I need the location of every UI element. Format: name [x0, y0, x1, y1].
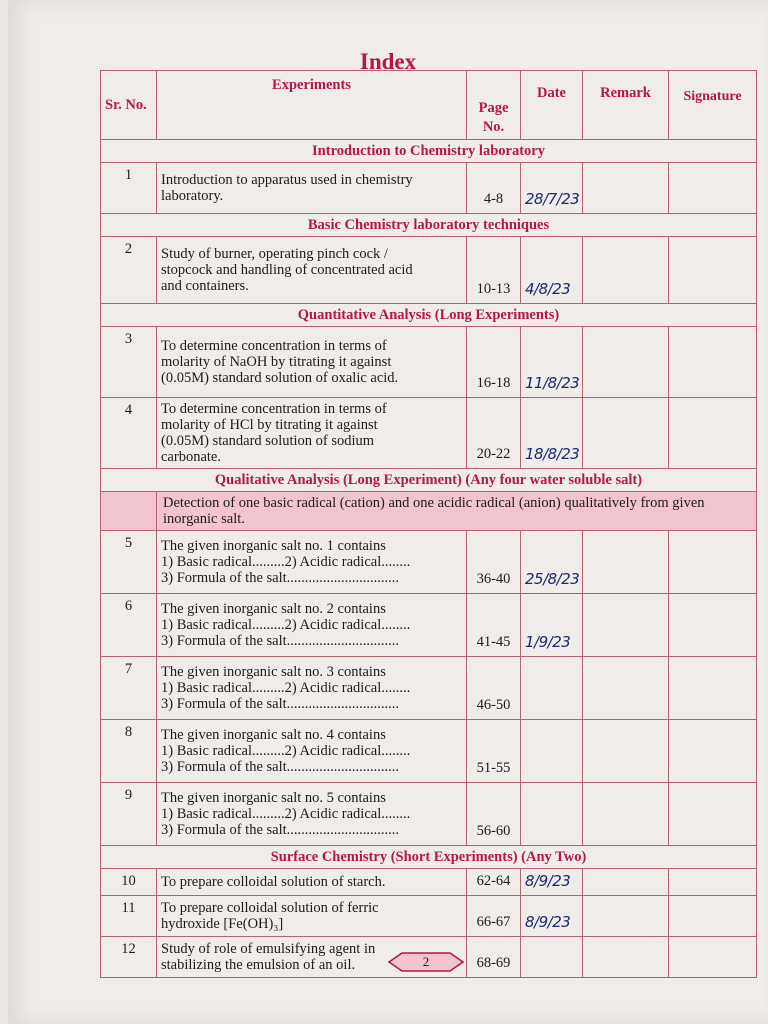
experiment-cell [157, 896, 467, 937]
qual-note-row [101, 492, 757, 531]
page-number-cell: 56-60 [467, 783, 521, 846]
date-cell: 8/9/23 [521, 869, 583, 896]
row-number: 8 [101, 720, 157, 783]
table-row [101, 869, 757, 896]
experiment-line: 1) Basic radical.........2) Acidic radical........ [161, 617, 411, 633]
table-row [101, 720, 757, 783]
experiment-line: 3) Formula of the salt............................... [161, 759, 400, 775]
experiment-line: The given inorganic salt no. 3 contains [161, 664, 386, 680]
table-row [101, 896, 757, 937]
remark-cell [583, 237, 669, 304]
experiment-line: stabilizing the emulsion of an oil. [161, 957, 356, 973]
signature-cell [669, 594, 757, 657]
experiment-line: The given inorganic salt no. 2 contains [161, 601, 386, 617]
date-cell: 28/7/23 [521, 163, 583, 214]
date-cell [521, 937, 583, 978]
signature-cell [669, 657, 757, 720]
experiment-line: 1) Basic radical.........2) Acidic radical........ [161, 743, 411, 759]
signature-cell [669, 720, 757, 783]
row-number: 4 [101, 398, 157, 469]
remark-cell [583, 398, 669, 469]
experiment-line: 1) Basic radical.........2) Acidic radical........ [161, 680, 411, 696]
page-number-cell: 51-55 [467, 720, 521, 783]
col-header-page-no: Page No. [467, 71, 521, 140]
section-heading: Quantitative Analysis (Long Experiments) [101, 304, 757, 327]
experiment-line: (0.05M) standard solution of sodium [161, 433, 375, 449]
signature-cell [669, 163, 757, 214]
remark-cell [583, 657, 669, 720]
col-header-remark: Remark [583, 71, 669, 140]
date-cell [521, 657, 583, 720]
remark-cell [583, 163, 669, 214]
page-number: 2 [422, 954, 430, 969]
date-cell: 4/8/23 [521, 237, 583, 304]
experiment-line: (0.05M) standard solution of oxalic acid. [161, 370, 399, 386]
page-number-cell: 36-40 [467, 531, 521, 594]
signature-cell [669, 531, 757, 594]
remark-cell [583, 869, 669, 896]
experiment-line: 1) Basic radical.........2) Acidic radical........ [161, 554, 411, 570]
experiment-line: 3) Formula of the salt............................... [161, 822, 400, 838]
row-number: 12 [101, 937, 157, 978]
col-header-experiments: Experiments [157, 71, 467, 140]
page-number-cell: 66-67 [467, 896, 521, 937]
experiment-line: The given inorganic salt no. 5 contains [161, 790, 386, 806]
table-row [101, 783, 757, 846]
table-row [101, 398, 757, 469]
experiment-cell [157, 163, 467, 214]
date-cell: 1/9/23 [521, 594, 583, 657]
remark-cell [583, 531, 669, 594]
section-heading: Introduction to Chemistry laboratory [101, 140, 757, 163]
section-row-intro [101, 140, 757, 163]
signature-cell [669, 327, 757, 398]
row-number: 3 [101, 327, 157, 398]
qual-note: Detection of one basic radical (cation) and one acidic radical (anion) qualitatively from given inorganic salt. [157, 492, 757, 531]
section-heading: Surface Chemistry (Short Experiments) (Any Two) [101, 846, 757, 869]
experiment-cell [157, 531, 467, 594]
remark-cell [583, 720, 669, 783]
row-number: 11 [101, 896, 157, 937]
experiment-line: 1) Basic radical.........2) Acidic radical........ [161, 806, 411, 822]
page-number-cell: 20-22 [467, 398, 521, 469]
experiment-line: laboratory. [161, 188, 224, 204]
experiment-cell [157, 327, 467, 398]
experiment-line: Introduction to apparatus used in chemistry [161, 172, 413, 188]
row-number: 2 [101, 237, 157, 304]
table-row [101, 657, 757, 720]
experiment-line: and containers. [161, 278, 249, 294]
experiment-line: To prepare colloidal solution of starch. [161, 874, 386, 890]
col-header-sr-no: Sr. No. [101, 71, 157, 140]
date-cell [521, 783, 583, 846]
page-number-cell: 41-45 [467, 594, 521, 657]
experiment-line: Study of burner, operating pinch cock / [161, 246, 388, 262]
table-row [101, 237, 757, 304]
signature-cell [669, 783, 757, 846]
row-number: 1 [101, 163, 157, 214]
page-number-cell: 16-18 [467, 327, 521, 398]
experiment-cell [157, 594, 467, 657]
experiment-cell [157, 783, 467, 846]
experiment-line: molarity of HCl by titrating it against [161, 417, 378, 433]
signature-cell [669, 398, 757, 469]
table-row [101, 531, 757, 594]
experiment-line: molarity of NaOH by titrating it against [161, 354, 392, 370]
experiment-line: 3) Formula of the salt............................... [161, 696, 400, 712]
row-number: 6 [101, 594, 157, 657]
page-number-cell: 4-8 [467, 163, 521, 214]
experiment-line: hydroxide [Fe(OH)₃] [161, 916, 284, 932]
col-header-signature: Signature [669, 71, 757, 140]
date-cell: 25/8/23 [521, 531, 583, 594]
row-number: 9 [101, 783, 157, 846]
note-spacer [101, 492, 157, 531]
experiment-line: To prepare colloidal solution of ferric [161, 900, 379, 916]
section-row-basic [101, 214, 757, 237]
page-number-cell: 68-69 [467, 937, 521, 978]
experiment-line: To determine concentration in terms of [161, 338, 387, 354]
experiment-line: To determine concentration in terms of [161, 401, 387, 417]
remark-cell [583, 937, 669, 978]
section-row-qual [101, 469, 757, 492]
remark-cell [583, 783, 669, 846]
remark-cell [583, 896, 669, 937]
header-row [101, 71, 757, 140]
experiment-line: The given inorganic salt no. 1 contains [161, 538, 386, 554]
experiment-line: The given inorganic salt no. 4 contains [161, 727, 386, 743]
section-row-surface [101, 846, 757, 869]
experiment-cell [157, 398, 467, 469]
signature-cell [669, 869, 757, 896]
table-row [101, 594, 757, 657]
experiment-line: carbonate. [161, 449, 221, 465]
experiment-line: 3) Formula of the salt............................... [161, 633, 400, 649]
signature-cell [669, 237, 757, 304]
experiment-cell [157, 237, 467, 304]
experiment-cell [157, 657, 467, 720]
experiment-line: Study of role of emulsifying agent in [161, 941, 376, 957]
remark-cell [583, 327, 669, 398]
section-row-quant [101, 304, 757, 327]
experiment-line: 3) Formula of the salt............................... [161, 570, 400, 586]
index-table [100, 70, 757, 978]
signature-cell [669, 937, 757, 978]
section-heading: Qualitative Analysis (Long Experiment) (Any four water soluble salt) [101, 469, 757, 492]
page-number-cell: 46-50 [467, 657, 521, 720]
date-cell [521, 720, 583, 783]
col-header-date: Date [521, 71, 583, 140]
experiment-cell [157, 869, 467, 896]
date-cell: 11/8/23 [521, 327, 583, 398]
table-row [101, 163, 757, 214]
page-number-cell: 10-13 [467, 237, 521, 304]
row-number: 10 [101, 869, 157, 896]
row-number: 5 [101, 531, 157, 594]
section-heading: Basic Chemistry laboratory techniques [101, 214, 757, 237]
page-number-badge [388, 952, 464, 972]
table-row [101, 327, 757, 398]
signature-cell [669, 896, 757, 937]
remark-cell [583, 594, 669, 657]
date-cell: 8/9/23 [521, 896, 583, 937]
page-title: Index [359, 49, 417, 74]
row-number: 7 [101, 657, 157, 720]
experiment-cell [157, 720, 467, 783]
date-cell: 18/8/23 [521, 398, 583, 469]
page-number-cell: 62-64 [467, 869, 521, 896]
experiment-line: stopcock and handling of concentrated acid [161, 262, 413, 278]
notebook-page [8, 0, 768, 1024]
